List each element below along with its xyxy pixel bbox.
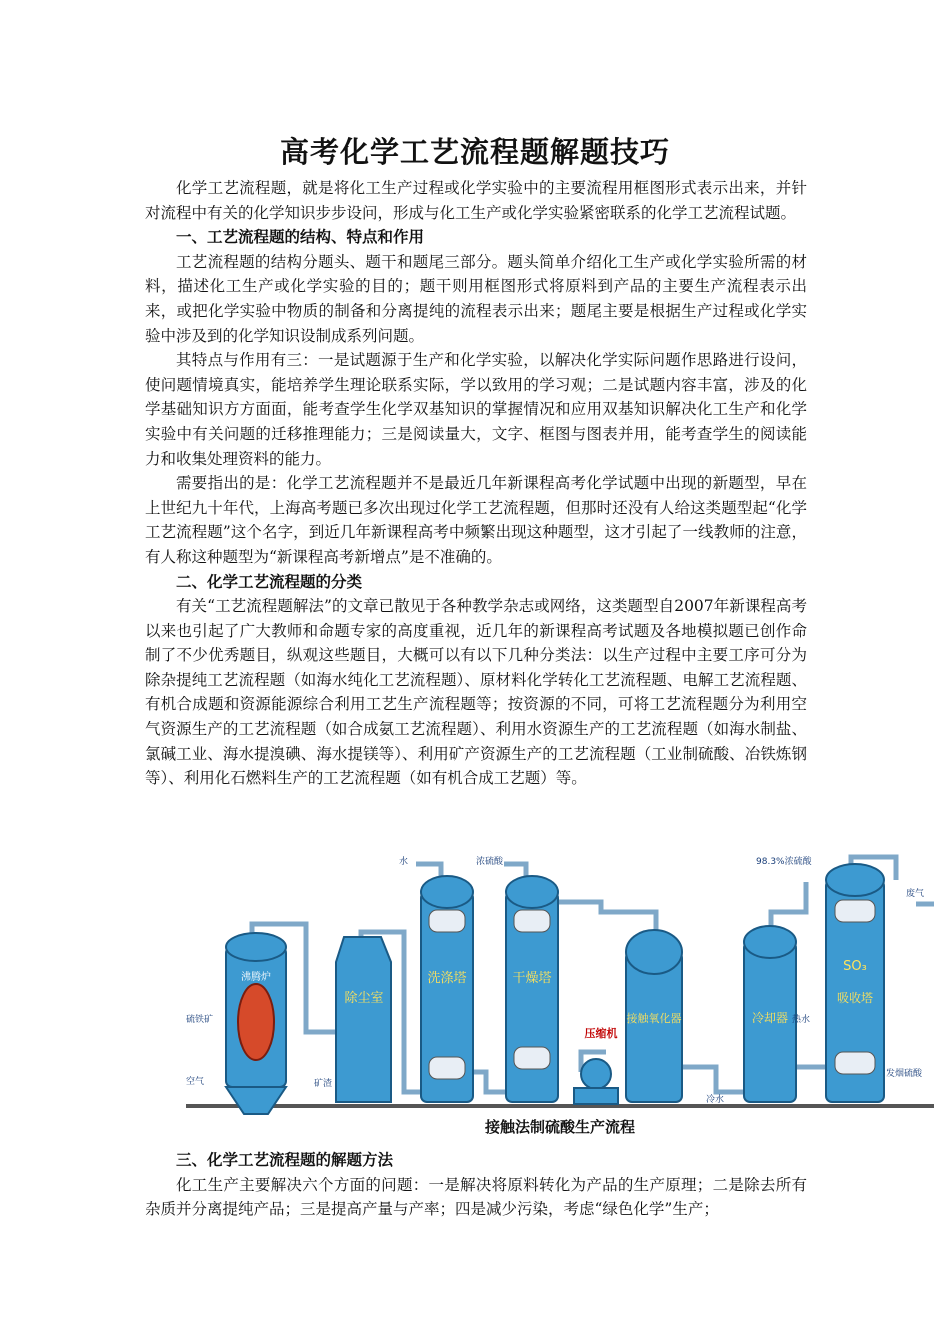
air-label: 空气 — [186, 1077, 205, 1087]
drying-tower-label: 干燥塔 — [512, 971, 552, 986]
washing-tower-unit — [421, 876, 473, 1102]
drying-tower-unit — [506, 876, 558, 1102]
section1-paragraph-1: 工艺流程题的结构分题头、题干和题尾三部分。题头简单介绍化工生产或化学实验所需的材料，描述化工生产或化学实验的目的；题干则用框图形式将原料到产品的主要生产流程表示出来，或把化学实验中物质的制备和分离提纯的流程表示出来；题尾主要是根据生产过程或化学实验中涉及到的化学知识设制成系列问题。 — [145, 252, 807, 345]
page-title: 高考化学工艺流程题解题技巧 — [279, 135, 670, 169]
compressor-label: 压缩机 — [584, 1027, 618, 1040]
acid-983-label: 98.3%浓硫酸 — [756, 857, 812, 867]
so3-label: SO₃ — [843, 959, 867, 974]
cold-water-label: 冷水 — [706, 1095, 725, 1105]
furnace-label: 沸腾炉 — [241, 972, 271, 983]
text-block-top — [145, 176, 807, 791]
section3-paragraph-1: 化工生产主要解决六个方面的问题：一是解决将原料转化为产品的生产原理；二是除去所有杂质并分离提纯产品；三是提高产量与产率；四是减少污染，考虑“绿色化学”生产； — [145, 1175, 807, 1219]
process-diagram — [186, 852, 934, 1142]
dust-chamber-label: 除尘室 — [344, 991, 384, 1006]
cooler-label: 冷却器 — [751, 1011, 789, 1025]
converter-label: 接触氧化器 — [626, 1012, 682, 1025]
washing-tower-label: 洗涤塔 — [427, 971, 467, 986]
cooler-unit — [744, 926, 796, 1102]
text-block-bottom — [145, 1148, 807, 1222]
section2-heading: 二、化学工艺流程题的分类 — [176, 571, 363, 591]
absorption-tower-unit — [826, 864, 884, 1102]
section1-paragraph-2: 其特点与作用有三：一是试题源于生产和化学实验，以解决化学实际问题作思路进行设问，使问题情境真实，能培养学生理论联系实际，学以致用的学习观；二是试题内容丰富，涉及的化学基础知识方方面面，能考查学生化学双基知识的掌握情况和应用双基知识解决化工生产和化学实验中有关问题的迁移推理能力；三是阅读量大，文字、框图与图表并用，能考查学生的阅读能力和收集处理资料的能力。 — [145, 351, 807, 468]
process-figure — [186, 852, 934, 1142]
section1-paragraph-3: 需要指出的是：化学工艺流程题并不是最近几年新课程高考化学试题中出现的新题型，早在上世纪九十年代，上海高考题已多次出现过化学工艺流程题，但那时还没有人给这类题型起“化学工艺流程题”这个名字，到近几年新课程高考中频繁出现这种题型，这才引起了一线教师的注意，有人称这种题型为“新课程高考新增点”是不准确的。 — [145, 474, 807, 566]
dust-chamber-unit — [336, 937, 391, 1102]
fuming-acid-label: 发烟硫酸 — [886, 1069, 923, 1079]
intro-paragraph: 化学工艺流程题，就是将化工生产过程或化学实验中的主要流程用框图形式表示出来，并针对流程中有关的化学知识步步设问，形成与化工生产或化学实验紧密联系的化学工艺流程试题。 — [145, 179, 807, 222]
tail-gas-label: 废气 — [906, 889, 925, 899]
converter-unit — [626, 930, 682, 1102]
absorber-label: 吸收塔 — [836, 991, 874, 1005]
slag-label: 矿渣 — [314, 1079, 333, 1089]
figure-caption: 接触法制硫酸生产流程 — [484, 1118, 636, 1136]
section2-paragraph-1: 有关“工艺流程题解法”的文章已散见于各种教学杂志或网络，这类题型自2007年新课程高考以来也引起了广大教师和命题专家的高度重视，近几年的新课程高考试题及各地模拟题已创作命制了不少优秀题目，纵观这些题目，大概可以有以下几种分类法：以生产过程中主要工序可分为除杂提纯工艺流程题（如海水纯化工艺流程题）、原材料化学转化工艺流程题、电解工艺流程题、有机合成题和资源能源综合利用工艺生产流程题等；按资源的不同，可将工艺流程题分为利用空气资源生产的工艺流程题（如合成氨工艺流程题）、利用水资源生产的工艺流程题（如海水制盐、氯碱工业、海水提溴碘、海水提镁等）、利用矿产资源生产的工艺流程题（工业制硫酸、冶铁炼钢等）、利用化石燃料生产的工艺流程题（如有机合成工艺题）等。 — [145, 597, 807, 788]
section1-heading: 一、工艺流程题的结构、特点和作用 — [176, 227, 425, 247]
conc-acid-label: 浓硫酸 — [476, 857, 504, 867]
pyrite-label: 硫铁矿 — [186, 1015, 214, 1025]
ground-line — [186, 1104, 934, 1108]
furnace-unit — [226, 933, 286, 1114]
water-label: 水 — [399, 857, 409, 867]
hot-water-label: 热水 — [792, 1015, 811, 1025]
section3-heading: 三、化学工艺流程题的解题方法 — [176, 1150, 394, 1169]
